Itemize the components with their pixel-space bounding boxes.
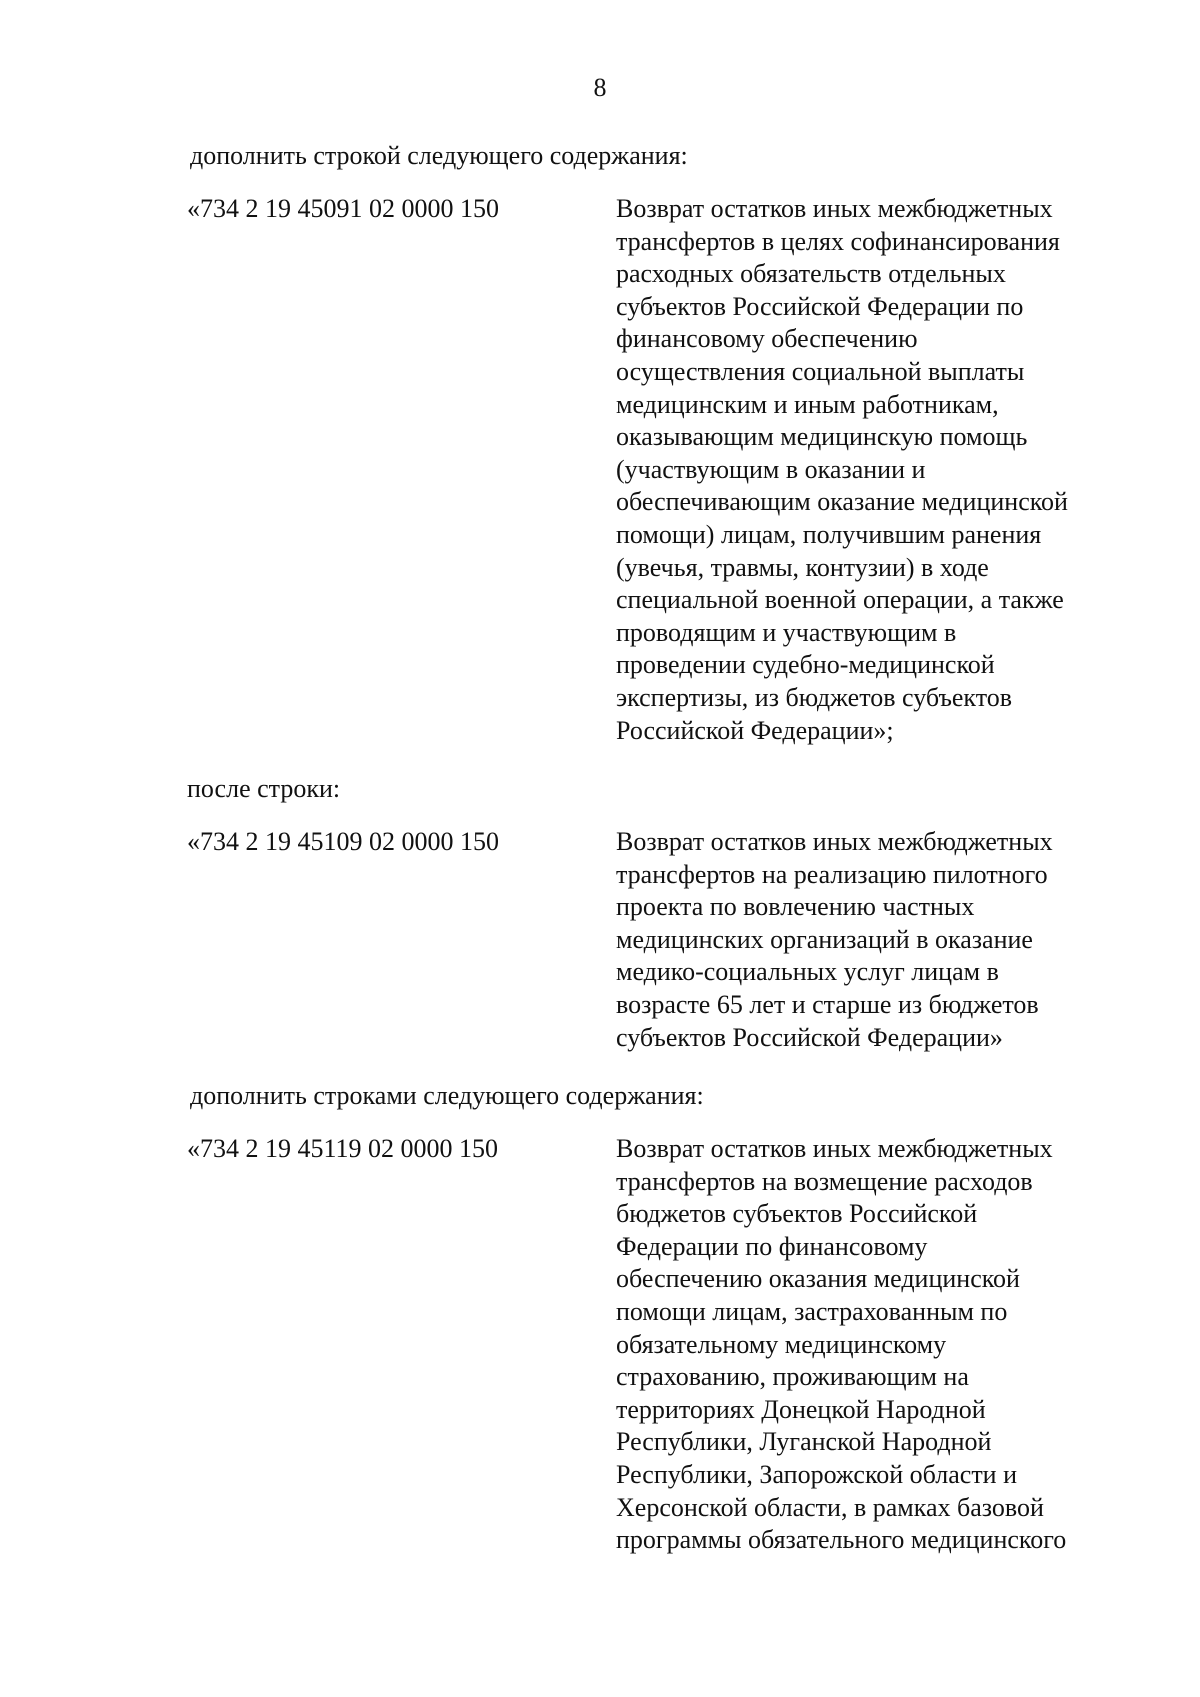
description-line: оказывающим медицинскую помощь [616,422,1028,452]
description-line: обязательному медицинскому [616,1329,947,1359]
budget-description [616,826,1176,1054]
description-line: Возврат остатков иных межбюджетных [616,1134,1053,1163]
description-line: медико-социальных услуг лицам в [616,957,999,987]
budget-code: «734 2 19 45091 02 0000 150 [187,194,499,223]
description-line: обеспечивающим оказание медицинской [616,487,1068,517]
description-line: трансфертов на возмещение расходов [616,1166,1033,1196]
description-line: помощи лицам, застрахованным по [616,1296,1008,1326]
description-line: бюджетов субъектов Российской [616,1199,978,1229]
description-line: Возврат остатков иных межбюджетных [616,827,1053,856]
description-line: медицинских организаций в оказание [616,924,1033,954]
description-line: трансфертов в целях софинансирования [616,226,1060,256]
budget-description [616,1133,1176,1557]
description-line: специальной военной операции, а также [616,585,1064,615]
section-intro: после строки: [187,774,341,803]
description-line: Возврат остатков иных межбюджетных [616,194,1053,223]
description-line: Федерации по финансовому [616,1231,928,1261]
page-number: 8 [593,73,607,102]
description-line: (участвующим в оказании и [616,454,926,484]
description-line: осуществления социальной выплаты [616,356,1025,386]
description-line: программы обязательного медицинского [616,1525,1067,1555]
description-line: субъектов Российской Федерации» [616,1022,1003,1052]
budget-code: «734 2 19 45119 02 0000 150 [187,1134,499,1163]
description-line: Херсонской области, в рамках базовой [616,1492,1044,1522]
description-line: обеспечению оказания медицинской [616,1264,1020,1294]
description-line: Российской Федерации»; [616,715,894,745]
description-line: возрасте 65 лет и старше из бюджетов [616,989,1039,1019]
description-line: страхованию, проживающим на [616,1362,969,1392]
description-line: Республики, Луганской Народной [616,1427,992,1457]
description-line: Республики, Запорожской области и [616,1459,1018,1489]
description-line: помощи) лицам, получившим ранения [616,519,1042,549]
section-intro: дополнить строкой следующего содержания: [190,141,688,170]
description-line: проведении судебно-медицинской [616,650,995,680]
budget-code: «734 2 19 45109 02 0000 150 [187,827,499,856]
description-line: проекта по вовлечению частных [616,892,975,922]
description-line: экспертизы, из бюджетов субъектов [616,682,1013,712]
description-line: субъектов Российской Федерации по [616,291,1024,321]
budget-description [616,193,1176,747]
section-intro: дополнить строками следующего содержания: [190,1081,704,1110]
description-line: проводящим и участвующим в [616,617,957,647]
description-line: финансовому обеспечению [616,324,918,354]
description-line: (увечья, травмы, контузии) в ходе [616,552,989,582]
description-line: расходных обязательств отдельных [616,259,1006,289]
description-line: территориях Донецкой Народной [616,1394,986,1424]
description-line: трансфертов на реализацию пилотного [616,859,1048,889]
description-line: медицинским и иным работникам, [616,389,999,419]
